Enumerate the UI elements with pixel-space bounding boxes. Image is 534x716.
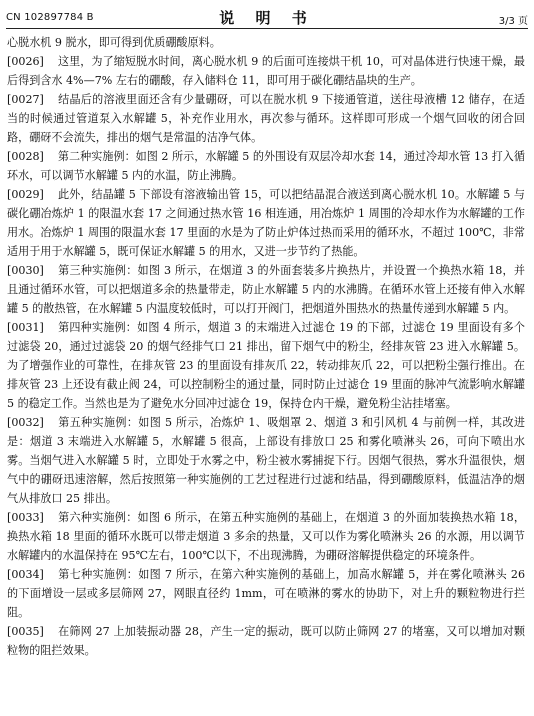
paragraph-number: [0033] — [7, 511, 44, 524]
paragraph-text: 第二种实施例：如图 2 所示，水解罐 5 的外围设有双层冷却水套 14，通过冷却水管 13 打入循环水，可以调节水解罐 5 内的水温，防止沸腾。 — [7, 150, 525, 182]
paragraph-text: 第六种实施例：如图 6 所示，在第五种实施例的基础上，在烟道 3 的外面加装换热水箱 18，换热水箱 18 里面的循环水既可以带走烟道 3 多余的热量，又可以作为雾化喷淋头 26 的水源，用以调节水解罐内的水温保持在 95℃左右，100℃以下，不出现沸腾，为硼砑溶解提供稳定的环境条件。 — [7, 511, 525, 562]
paragraph-0028 — [7, 147, 525, 185]
paragraph-number: [0026] — [7, 55, 44, 68]
paragraph-0033 — [7, 508, 525, 565]
paragraph-number: [0032] — [7, 416, 44, 429]
paragraph-continuation — [7, 33, 525, 52]
page-header — [6, 6, 528, 29]
paragraph-text: 此外，结晶罐 5 下部设有溶液输出管 15，可以把结晶混合液送到离心脱水机 10。水解罐 5 与碳化硼冶炼炉 1 的限温水套 17 之间通过热水管 16 相连通，用冶炼炉 1 周围的冷却水作为水解罐的工作用水。冶炼炉 1 周围的限温水套 17 里面的水是为了防止炉体过热而采用的循环水，不超过 100℃，非常适用于用于水解罐 5，既可保证水解罐 5 的用水，又进一步节约了热能。 — [7, 188, 525, 258]
paragraph-0032 — [7, 413, 525, 508]
document-number: CN 102897784 B — [6, 12, 94, 23]
page-number: 3/3 页 — [498, 16, 528, 27]
paragraph-text: 这里，为了缩短脱水时间，离心脱水机 9 的后面可连接烘干机 10，可对晶体进行快速干燥，最后得到含水 4%—7% 左右的硼酸，存入储料仓 11，即可用于碳化硼结晶块的生产。 — [7, 55, 525, 87]
paragraph-text: 第七种实施例：如图 7 所示，在第六种实施例的基础上，加高水解罐 5，并在雾化喷淋头 26 的下面增设一层或多层筛网 27，网眼直径约 1mm，可在喷淋的雾水的协助下，对上升的颗粒物进行拦阻。 — [7, 568, 525, 619]
paragraph-0035 — [7, 622, 525, 660]
paragraph-0031 — [7, 318, 525, 413]
paragraph-0026 — [7, 52, 525, 90]
paragraph-number: [0031] — [7, 321, 44, 334]
paragraph-text: 结晶后的溶液里面还含有少量硼砑，可以在脱水机 9 下接通管道，送往母液槽 12 储存，在适当的时候通过管道泵入水解罐 5，补充作业用水，再次参与循环。这样即可形成一个烟气回收的闭合回路，硼砑不会流失，排出的烟气是常温的洁净气体。 — [7, 93, 525, 144]
page-title: 说 明 书 — [219, 9, 315, 27]
paragraph-number: [0029] — [7, 188, 44, 201]
paragraph-text: 在筛网 27 上加装振动器 28，产生一定的振动，既可以防止筛网 27 的堵塞，又可以增加对颗粒物的阻拦效果。 — [7, 625, 525, 657]
paragraph-text: 第四种实施例：如图 4 所示，烟道 3 的末端进入过滤仓 19 的下部，过滤仓 19 里面设有多个过滤袋 20，通过过滤袋 20 的烟气经排气口 21 排出，留下烟气中的粉尘，经排灰管 23 进入水解罐 5。为了增强作业的可靠性，在排灰管 23 的里面设有排灰爪 22，转动排灰爪 22，可以把粉尘强行推出。在排灰管 23 上还设有截止阀 24，可以控制粉尘的通过量，同时防止过滤仓 19 里面的脉冲气流影响水解罐 5 的稳定工作。当然也是为了避免水分回冲过滤仓 19，保持仓内干燥，避免粉尘沾挂堵塞。 — [7, 321, 525, 410]
paragraph-0034 — [7, 565, 525, 622]
paragraph-0030 — [7, 261, 525, 318]
paragraph-text: 第五种实施例：如图 5 所示，冶炼炉 1、吸烟罩 2、烟道 3 和引风机 4 与前例一样，其改进是：烟道 3 末端进入水解罐 5，水解罐 5 很高，上部设有排放口 25 和雾化喷淋头 26，可向下喷出水雾。当烟气进入水解罐 5 时，立即处于水雾之中，粉尘被水雾捕捉下行。因烟气很热，雾水升温很快，烟气中的硼砑迅速溶解，然后按照第一种实施例的工艺过程进行过滤和结晶，得到硼酸原料，低温洁净的烟气从排放口 25 排出。 — [7, 416, 525, 505]
document-body — [7, 33, 525, 660]
paragraph-text: 心脱水机 9 脱水，即可得到优质硼酸原料。 — [7, 36, 221, 49]
paragraph-number: [0035] — [7, 625, 44, 638]
paragraph-number: [0028] — [7, 150, 44, 163]
paragraph-number: [0030] — [7, 264, 44, 277]
paragraph-text: 第三种实施例：如图 3 所示，在烟道 3 的外面套装多片换热片，并设置一个换热水箱 18，并且通过循环水管，可以把烟道多余的热量带走，防止水解罐 5 内的水沸腾。在循环水管上还接有伸入水解罐 5 的散热管，在水解罐 5 内温度较低时，可以打开阀门，把烟道外围热水的热量传递到水解罐 5 内。 — [7, 264, 525, 315]
paragraph-0029 — [7, 185, 525, 261]
paragraph-number: [0027] — [7, 93, 44, 106]
paragraph-0027 — [7, 90, 525, 147]
paragraph-number: [0034] — [7, 568, 44, 581]
